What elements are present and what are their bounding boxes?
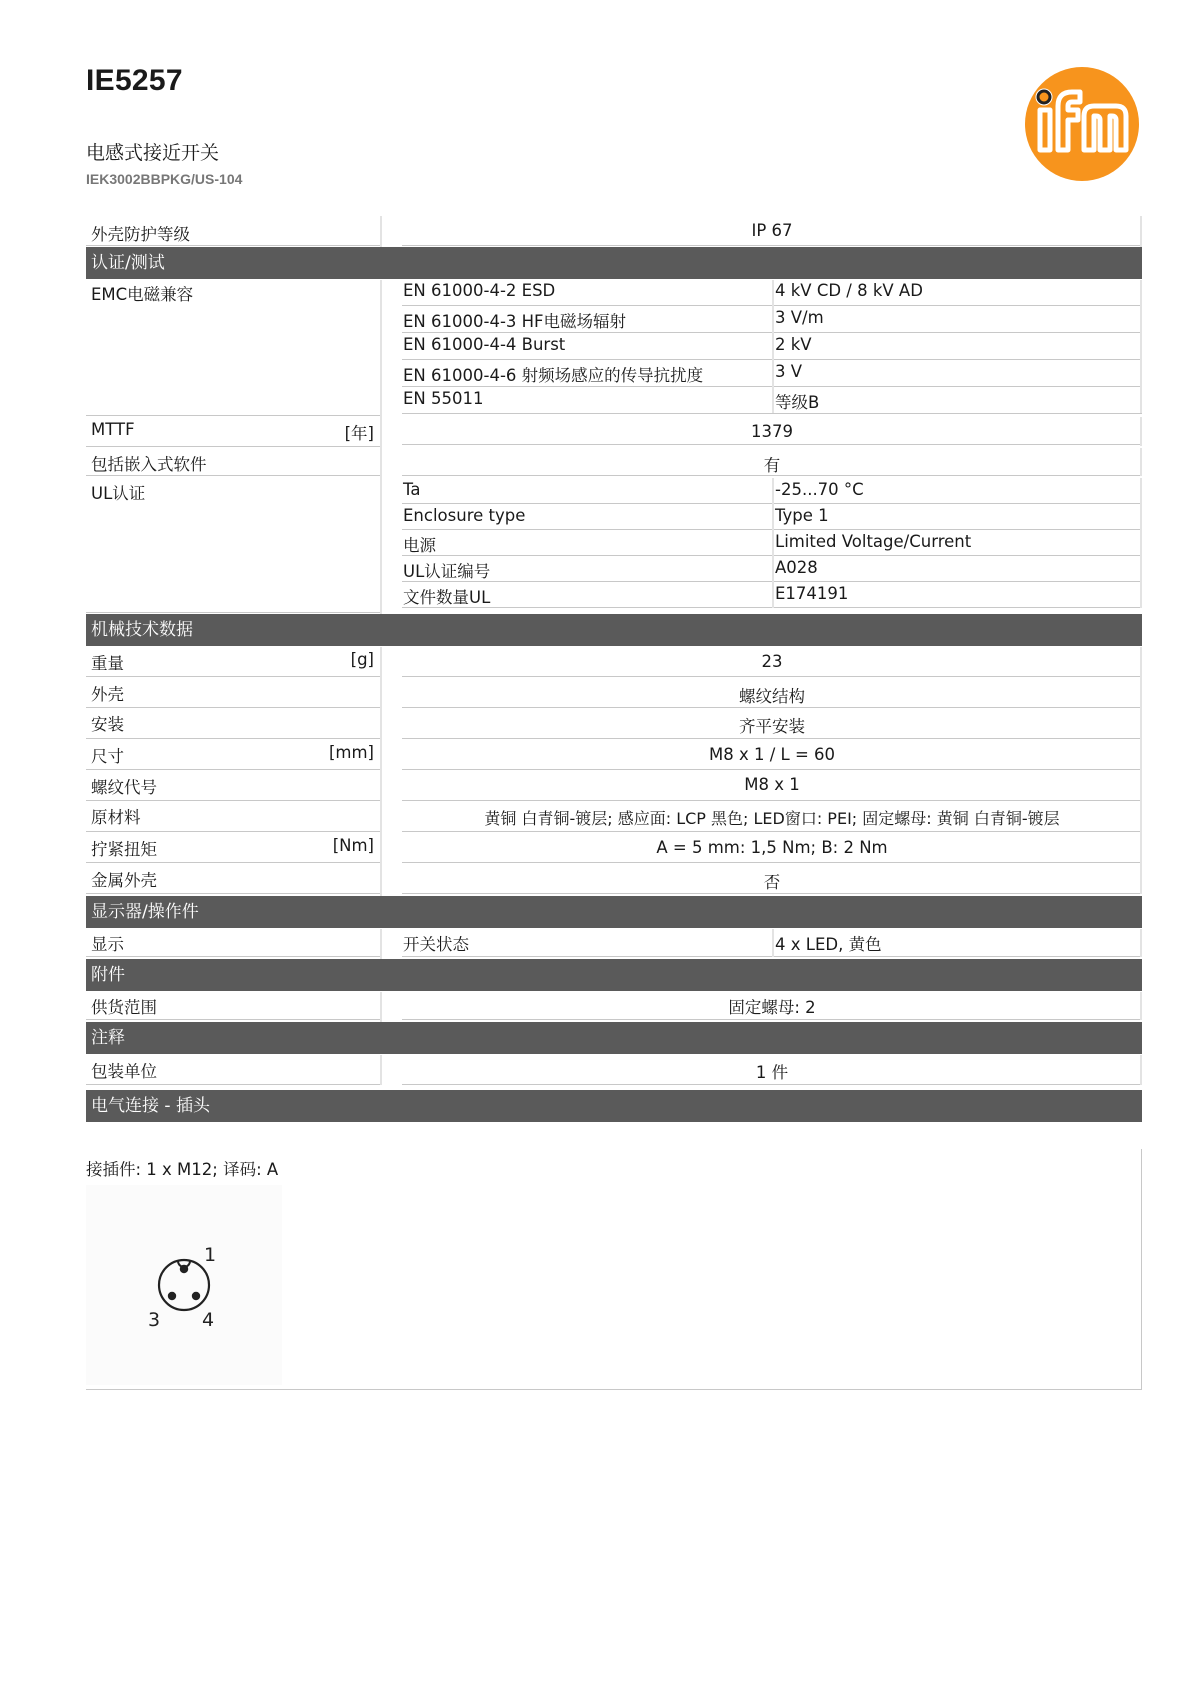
row-mttf (86, 417, 1142, 448)
protection-label: 外壳防护等级 (91, 225, 190, 244)
emc-k-1: EN 61000-4-3 HF电磁场辐射 (403, 312, 627, 331)
packaging-label: 包装单位 (91, 1062, 157, 1081)
display-label: 显示 (91, 935, 124, 954)
row-weight (86, 647, 1142, 678)
pinout-diagram (86, 1185, 282, 1385)
thread-label: 螺纹代号 (91, 778, 157, 797)
emc-v-4: 等级B (775, 393, 820, 412)
row-scope (86, 992, 1142, 1022)
product-id: IE5257 (86, 64, 183, 97)
section-certification: 认证/测试 (86, 247, 1142, 279)
weight-label (86, 650, 380, 674)
thread-value: M8 x 1 (744, 775, 800, 794)
section-remarks: 注释 (86, 1022, 1142, 1054)
pin-label-3: 3 (148, 1309, 161, 1331)
emc-v-2: 2 kV (775, 335, 812, 354)
mounting-label: 安装 (91, 715, 124, 734)
section-display-ops: 显示器/操作件 (86, 896, 1142, 928)
torque-label (86, 836, 380, 860)
row-metal-housing (86, 864, 1142, 896)
section-accessories: 附件 (86, 959, 1142, 991)
mttf-unit: [年] (344, 424, 374, 443)
emc-k-4: EN 55011 (403, 389, 484, 408)
row-display (86, 929, 1142, 959)
section-electrical: 电气连接 - 插头 (86, 1090, 1142, 1122)
emc-v-0: 4 kV CD / 8 kV AD (775, 281, 923, 300)
embedded-software-value: 有 (763, 456, 781, 475)
scope-value: 固定螺母: 2 (728, 998, 816, 1017)
torque-label-text: 拧紧扭矩 (91, 840, 157, 859)
row-housing (86, 678, 1142, 709)
scope-label: 供货范围 (91, 998, 157, 1017)
ul-k-2: 电源 (403, 536, 436, 555)
display-v: 4 x LED, 黄色 (775, 935, 882, 954)
ul-k-4: 文件数量UL (403, 588, 491, 607)
emc-k-3: EN 61000-4-6 射频场感应的传导抗扰度 (403, 366, 704, 385)
packaging-value: 1 件 (755, 1063, 789, 1082)
order-code: IEK3002BBPKG/US-104 (86, 171, 243, 187)
row-embedded-software (86, 448, 1142, 478)
weight-unit: [g] (350, 650, 374, 669)
ifm-logo-icon (1024, 66, 1140, 182)
row-materials (86, 802, 1142, 833)
display-k: 开关状态 (403, 935, 469, 954)
ul-v-1: Type 1 (775, 506, 829, 525)
mounting-value: 齐平安装 (739, 717, 805, 736)
pin-label-4: 4 (202, 1309, 215, 1331)
metal-housing-value: 否 (763, 873, 781, 892)
section-mechanical: 机械技术数据 (86, 614, 1142, 646)
ul-v-3: A028 (775, 558, 818, 577)
datasheet-table (86, 216, 1142, 1123)
ul-k-3: UL认证编号 (403, 562, 491, 581)
mttf-value: 1379 (751, 422, 793, 441)
connection-panel (86, 1149, 1142, 1390)
emc-v-1: 3 V/m (775, 308, 824, 327)
weight-value: 23 (761, 652, 783, 671)
row-dimensions (86, 740, 1142, 771)
emc-k-0: EN 61000-4-2 ESD (403, 281, 556, 300)
torque-unit: [Nm] (332, 836, 374, 855)
product-type: 电感式接近开关 (86, 142, 220, 164)
dimensions-unit: [mm] (328, 743, 374, 762)
pin-3-dot (168, 1292, 176, 1300)
ul-v-0: -25...70 °C (775, 480, 864, 499)
housing-label: 外壳 (91, 685, 124, 704)
row-protection (86, 216, 1142, 247)
protection-value: IP 67 (751, 221, 793, 240)
materials-value: 黄铜 白青铜-镀层; 感应面: LCP 黑色; LED窗口: PEI; 固定螺母: 黄铜 白青铜-镀层 (484, 809, 1060, 828)
row-packaging (86, 1055, 1142, 1090)
row-torque (86, 833, 1142, 864)
connector-pinout-icon (86, 1185, 282, 1385)
metal-housing-label: 金属外壳 (91, 871, 157, 890)
emc-k-2: EN 61000-4-4 Burst (403, 335, 566, 354)
torque-value: A = 5 mm: 1,5 Nm; B: 2 Nm (656, 838, 888, 857)
row-emc (86, 280, 1142, 417)
ul-k-0: Ta (403, 480, 421, 499)
ul-k-1: Enclosure type (403, 506, 526, 525)
mttf-label (86, 420, 380, 443)
pin-1-dot (180, 1265, 188, 1273)
ul-v-2: Limited Voltage/Current (775, 532, 972, 551)
dimensions-value: M8 x 1 / L = 60 (708, 745, 836, 764)
embedded-software-label: 包括嵌入式软件 (91, 455, 207, 474)
row-thread (86, 771, 1142, 802)
dimensions-label-text: 尺寸 (91, 747, 124, 766)
row-ul (86, 478, 1142, 614)
weight-label-text: 重量 (91, 654, 124, 673)
row-mounting (86, 709, 1142, 740)
mttf-label-text: MTTF (91, 420, 135, 439)
materials-label: 原材料 (91, 808, 141, 827)
housing-value: 螺纹结构 (739, 687, 805, 706)
ul-label: UL认证 (91, 484, 146, 503)
emc-v-3: 3 V (775, 362, 803, 381)
ul-v-4: E174191 (775, 584, 849, 603)
pin-4-dot (192, 1292, 200, 1300)
emc-label: EMC电磁兼容 (91, 285, 194, 304)
connection-text: 接插件: 1 x M12; 译码: A (86, 1160, 279, 1179)
dimensions-label (86, 743, 380, 767)
pin-label-1: 1 (204, 1244, 217, 1266)
